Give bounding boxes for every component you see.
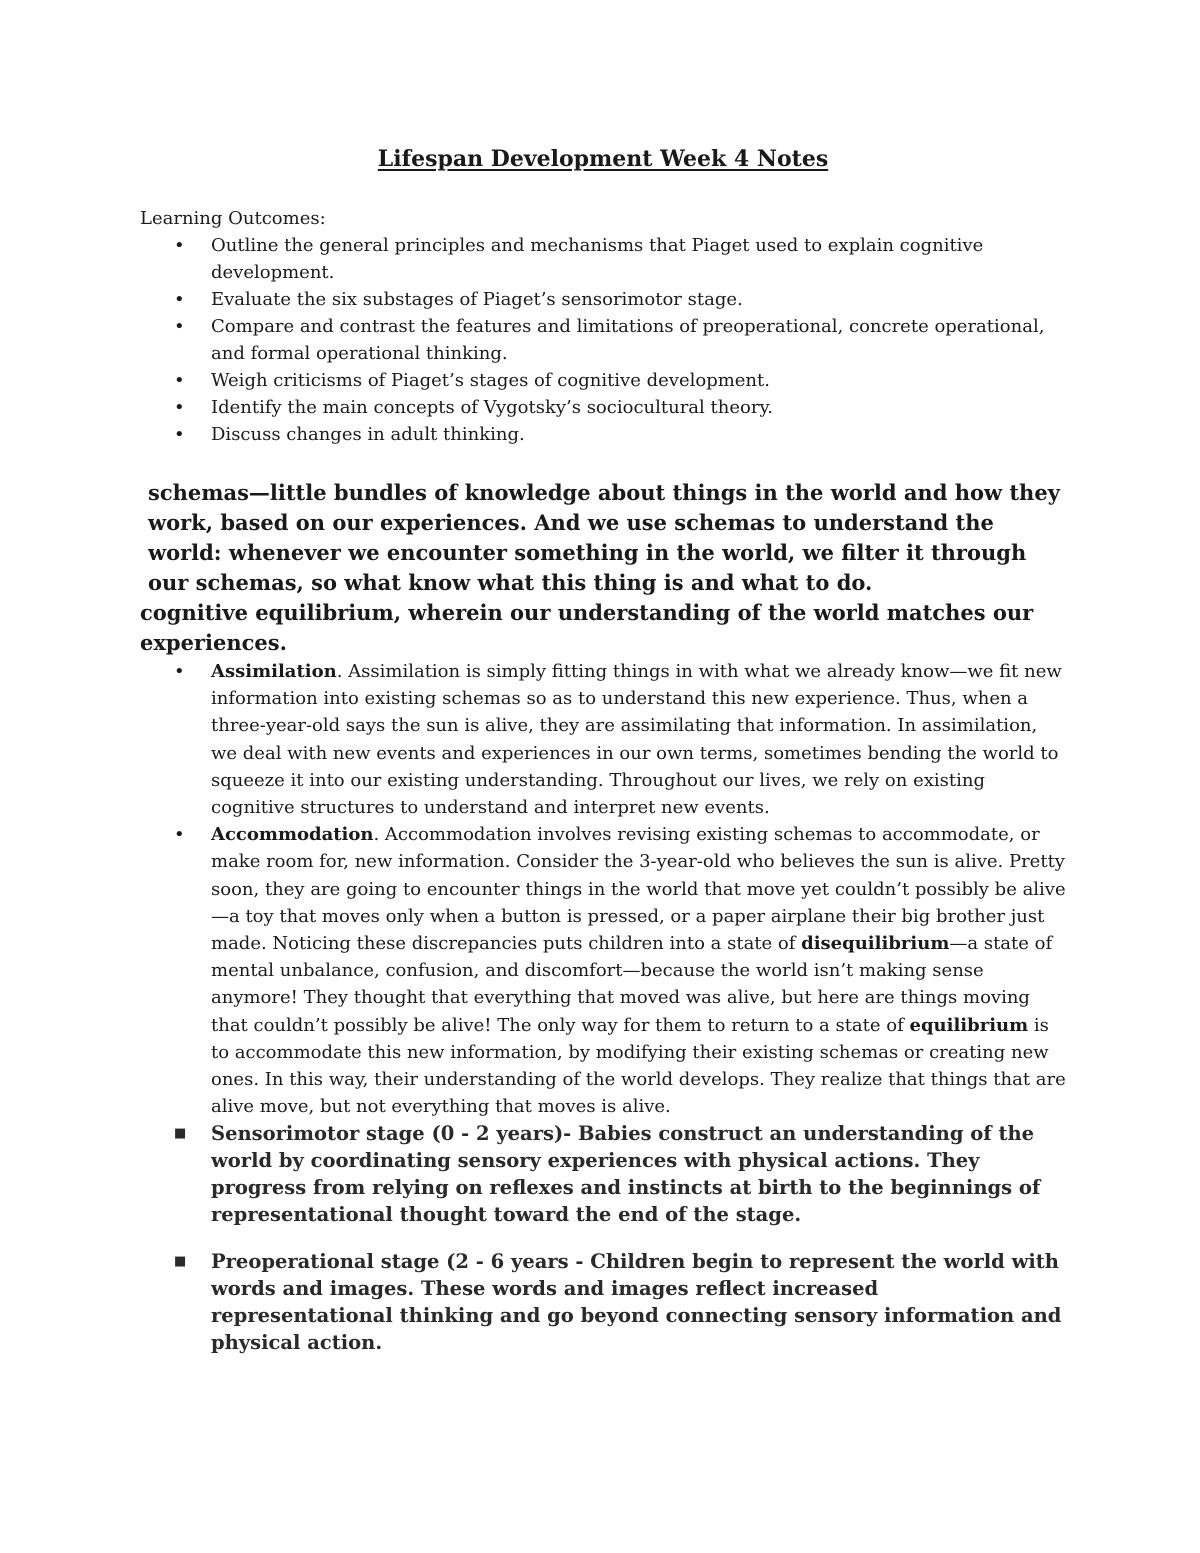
assimilation-text: . Assimilation is simply fitting things in with what we already know—we fit new information into existing schemas so as to understand this new experience. Thus, when a three-year-old says the sun is alive, they are assimilating that information. In assimilation, we deal with new events and experiences in our own terms, sometimes bending the world to squeeze it into our existing understanding. Throughout our lives, we rely on existing cognitive structures to understand and interpret new events. [211, 661, 1062, 819]
outcome-text: Compare and contrast the features and limitations of preoperational, concrete operational, and formal operational thinking. [211, 316, 1045, 364]
outcome-text: Discuss changes in adult thinking. [211, 424, 525, 445]
bullet-icon: • [174, 424, 185, 445]
bullet-icon: • [174, 661, 185, 682]
square-bullet-icon: ■ [174, 1254, 187, 1270]
list-item [140, 286, 1066, 313]
outcome-text: Evaluate the six substages of Piaget’s sensorimotor stage. [211, 289, 743, 310]
accommodation-text: is to accommodate this new information, by modifying their existing schemas or creating new ones. In this way, their understanding of the world develops. They realize that things that are alive move, but not everything that moves is alive. [211, 1014, 1066, 1118]
outcome-text: Weigh criticisms of Piaget’s stages of cognitive development. [211, 370, 770, 391]
outcome-text: Identify the main concepts of Vygotsky’s sociocultural theory. [211, 397, 773, 418]
stage-text: Preoperational stage (2 - 6 years - Children begin to represent the world with words and images. These words and images reflect increased representational thinking and go beyond connecting sensory information and physical action. [211, 1250, 1062, 1355]
mechanisms-list [140, 658, 1066, 1120]
square-bullet-icon: ■ [174, 1126, 187, 1142]
equilibrium-term: equilibrium [909, 1014, 1029, 1036]
bullet-icon: • [174, 370, 185, 391]
accommodation-item [140, 821, 1066, 1120]
definitions-section [140, 478, 1066, 658]
cognitive-equilibrium-definition [140, 598, 1066, 658]
schemas-text: —little bundles of knowledge about things in the world and how they work, based on our experiences. And we use schemas to understand the world: whenever we encounter something in the world, we filter it through our schemas, so what know what this thing is and what to do. [148, 480, 1060, 595]
bullet-icon: • [174, 397, 185, 418]
accommodation-text: —a state of mental unbalance, confusion, and discomfort—because the world isn’t making sense anymore! They thought that everything that moved was alive, but here are things moving that couldn’t possibly be alive! The only way for them to return to a state of [211, 933, 1053, 1036]
schemas-definition [140, 478, 1066, 598]
cognitive-equilibrium-text: , wherein our understanding of the world matches our experiences. [140, 600, 1034, 655]
cognitive-equilibrium-term: cognitive equilibrium [140, 600, 394, 625]
list-item [140, 313, 1066, 367]
assimilation-item [140, 658, 1066, 821]
learning-outcomes-list [140, 232, 1066, 448]
assimilation-term: Assimilation [211, 661, 337, 682]
list-item [140, 394, 1066, 421]
outcome-text: Outline the general principles and mechanisms that Piaget used to explain cognitive development. [211, 235, 984, 283]
list-item [140, 232, 1066, 286]
stages-list [140, 1120, 1066, 1356]
preoperational-stage-item [140, 1248, 1066, 1356]
list-item [140, 367, 1066, 394]
sensorimotor-stage-item [140, 1120, 1066, 1228]
accommodation-term: Accommodation [211, 824, 374, 846]
stage-text: Sensorimotor stage (0 - 2 years)- Babies construct an understanding of the world by coordinating sensory experiences with physical actions. They progress from relying on reflexes and instincts at birth to the beginnings of representational thought toward the end of the stage. [211, 1122, 1041, 1227]
schemas-term: schemas [148, 480, 249, 505]
disequilibrium-term: disequilibrium [801, 933, 950, 955]
list-item [140, 421, 1066, 448]
learning-outcomes-label: Learning Outcomes: [140, 208, 326, 229]
accommodation-text: . Accommodation involves revising existing schemas to accommodate, or make room for, new information. Consider the 3-year-old who believes the sun is alive. Pretty soon, they are going to encounter things in the world that move yet couldn’t possibly be alive—a toy that moves only when a button is pressed, or a paper airplane their big brother just made. Noticing these discrepancies puts children into a state of [211, 824, 1066, 955]
document-title: Lifespan Development Week 4 Notes [377, 146, 829, 172]
bullet-icon: • [174, 316, 185, 337]
bullet-icon: • [174, 824, 185, 846]
bullet-icon: • [174, 289, 185, 310]
bullet-icon: • [174, 235, 185, 256]
